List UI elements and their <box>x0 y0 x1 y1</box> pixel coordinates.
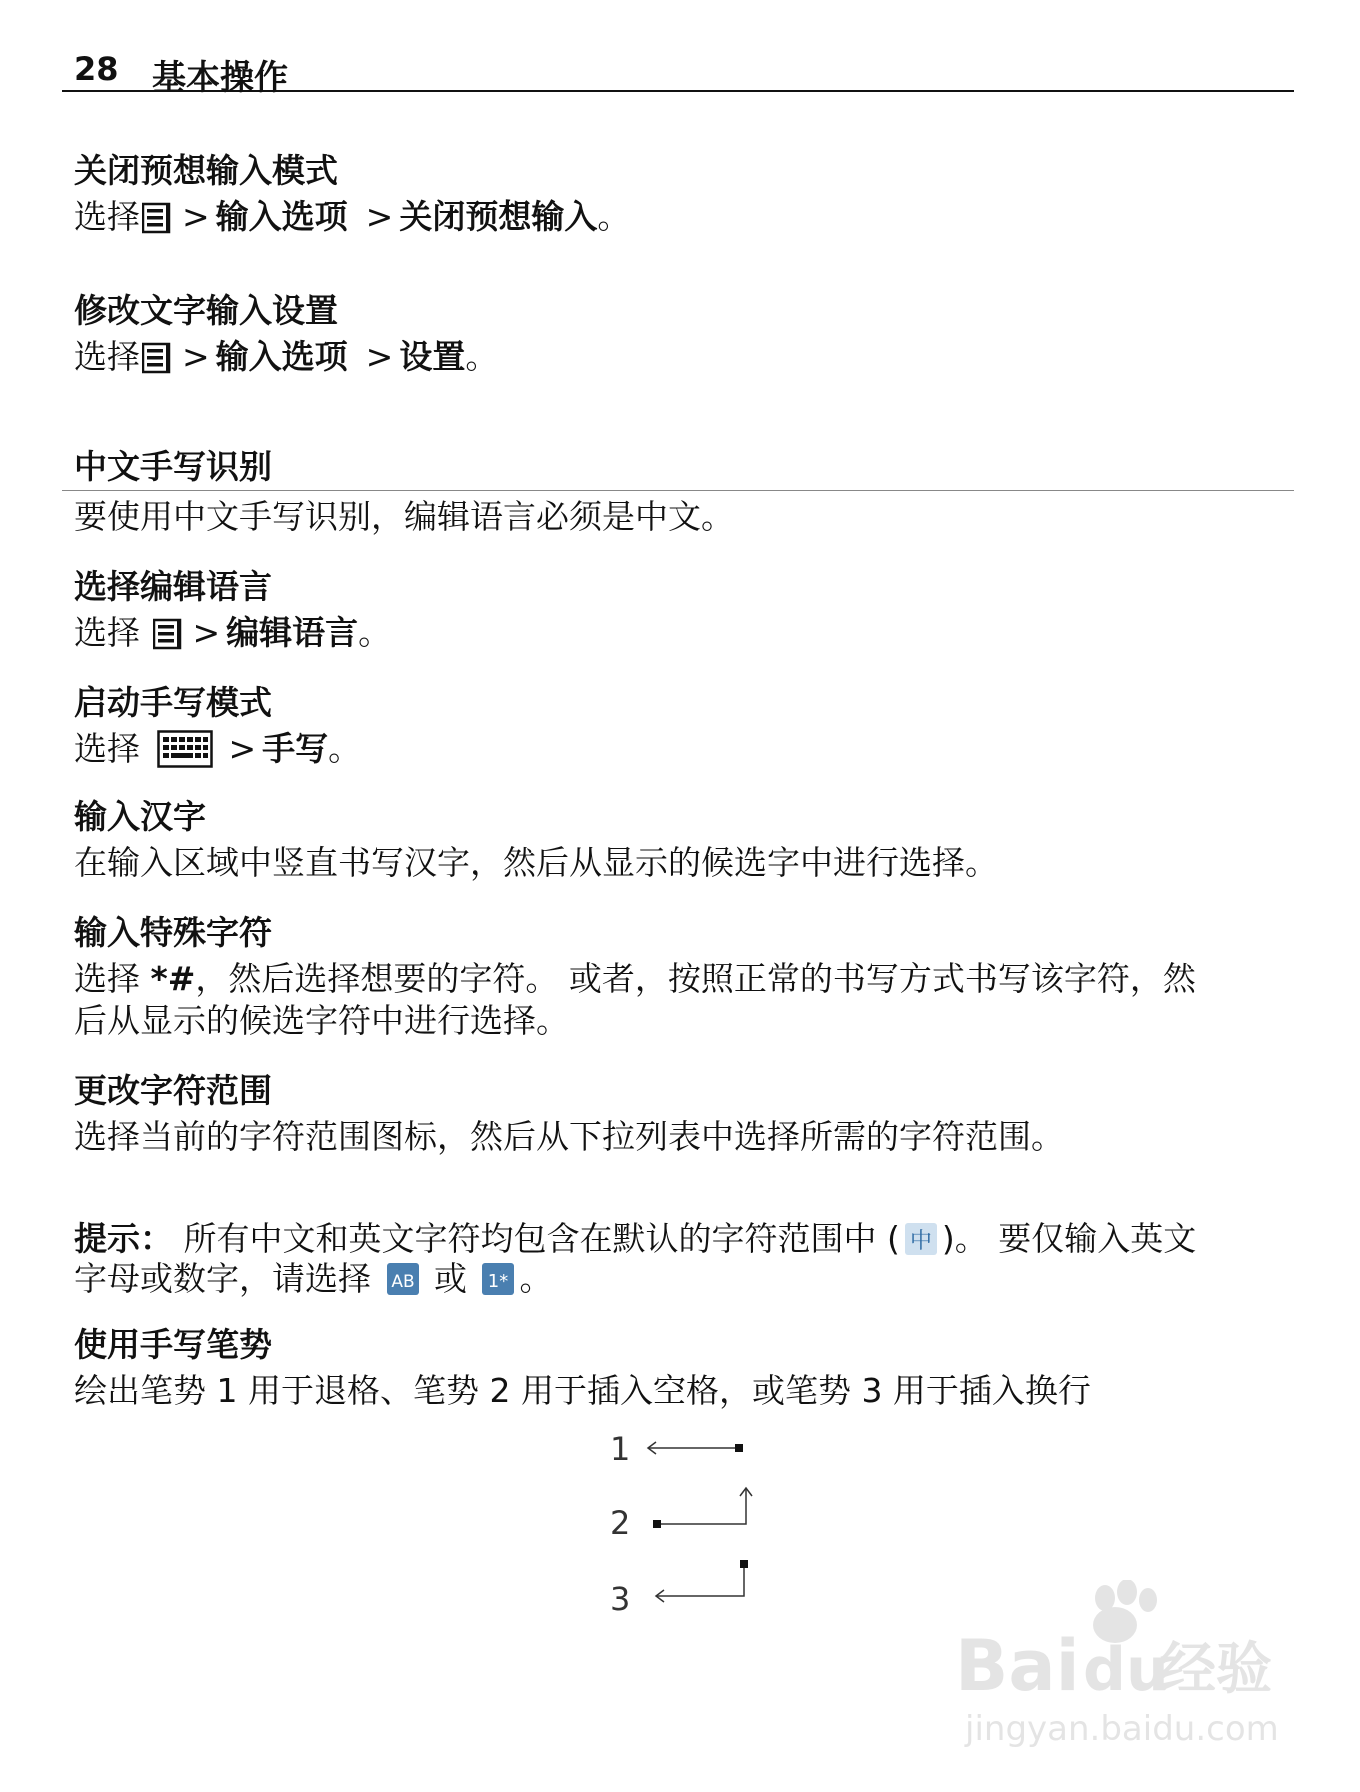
section-title-handwriting: 中文手写识别 <box>74 447 272 486</box>
options-menu-icon <box>142 342 172 374</box>
page-title: 基本操作 <box>152 58 288 98</box>
special-chars-line2: 后从显示的候选字符中进行选择。 <box>74 1001 569 1040</box>
heading-input-chinese: 输入汉字 <box>74 797 206 836</box>
symbol-key: *# <box>150 959 196 998</box>
badge-num-text: 1* <box>488 1271 509 1292</box>
gesture-3-line <box>656 1568 744 1596</box>
special-chars-line1 <box>74 958 1196 1000</box>
gesture-2-start <box>653 1520 661 1528</box>
select-word: 选择 <box>74 613 140 652</box>
heading-start-handwriting: 启动手写模式 <box>74 683 272 722</box>
chinese-range-icon <box>904 1222 938 1256</box>
sentence-end: 。 <box>328 729 362 768</box>
watermark-brand: Bai <box>955 1625 1080 1707</box>
gesture-label-2: 2 <box>610 1504 631 1542</box>
path-disable-predictive: 关闭预想输入 <box>399 197 598 236</box>
section-heading-modify-settings: 修改文字输入设置 <box>74 291 338 330</box>
gesture-diagram <box>600 1420 760 1620</box>
input-chinese-body: 在输入区域中竖直书写汉字，然后从显示的候选字中进行选择。 <box>74 843 998 882</box>
sentence-end: 。 <box>358 613 392 652</box>
path-input-options: 输入选项 <box>215 337 348 376</box>
options-menu-icon <box>142 202 172 234</box>
modify-settings-instruction: 选择 > 输入选项 > 设置。 <box>74 337 499 376</box>
baidu-watermark <box>955 1580 1295 1760</box>
tip-text: 所有中文和英文字符均包含在默认的字符范围中 ( <box>173 1219 900 1258</box>
gesture-1-start <box>735 1444 743 1452</box>
page-number: 28 <box>74 50 119 88</box>
select-word: 选择 <box>74 197 140 236</box>
gesture-label-1: 1 <box>610 1430 631 1468</box>
watermark-url: jingyan.baidu.com <box>965 1709 1279 1749</box>
select-word: 选择 <box>74 337 140 376</box>
path-settings: 设置 <box>399 337 466 376</box>
numeric-range-icon <box>481 1262 515 1296</box>
gesture-label-3: 3 <box>610 1580 631 1618</box>
start-handwriting-instruction: 选择 > 手写。 <box>74 729 362 768</box>
watermark-cn: 经验 <box>1160 1637 1272 1702</box>
gestures-body: 绘出笔势 1 用于退格、笔势 2 用于插入空格，或笔势 3 用于插入换行 <box>74 1371 1091 1410</box>
handwriting-intro: 要使用中文手写识别，编辑语言必须是中文。 <box>74 497 734 536</box>
disable-predictive-instruction: 选择 > 输入选项 > 关闭预想输入。 <box>74 197 631 236</box>
section-divider <box>62 490 1294 491</box>
heading-select-language: 选择编辑语言 <box>74 567 272 606</box>
char-range-body: 选择当前的字符范围图标，然后从下拉列表中选择所需的字符范围。 <box>74 1117 1064 1156</box>
badge-zh-text: 中 <box>909 1229 932 1254</box>
tip-text: 字母或数字，请选择 <box>74 1259 382 1298</box>
tip-text: )。 要仅输入英文 <box>941 1219 1197 1258</box>
path-handwriting: 手写 <box>262 729 329 768</box>
gesture-2-line <box>661 1488 746 1524</box>
special-chars-text: ，然后选择想要的字符。 或者，按照正常的书写方式书写该字符，然 <box>195 959 1196 998</box>
path-edit-language: 编辑语言 <box>226 613 359 652</box>
tip-line1 <box>74 1218 1196 1260</box>
select-word: 选择 <box>74 729 140 768</box>
heading-char-range: 更改字符范围 <box>74 1071 272 1110</box>
select-language-instruction: 选择 > 编辑语言。 <box>74 613 392 652</box>
watermark-brand2: du <box>1083 1635 1169 1705</box>
heading-special-chars: 输入特殊字符 <box>74 913 272 952</box>
page-header <box>62 42 1294 98</box>
sentence-end: 。 <box>519 1259 553 1298</box>
tip-label: 提示： <box>74 1219 173 1258</box>
select-word: 选择 <box>74 959 151 998</box>
latin-range-icon <box>386 1262 420 1296</box>
heading-gestures: 使用手写笔势 <box>74 1325 272 1364</box>
section-heading-disable-predictive: 关闭预想输入模式 <box>74 151 338 190</box>
badge-ab-text: AB <box>390 1272 415 1292</box>
tip-line2 <box>74 1258 552 1300</box>
keyboard-icon <box>157 730 213 768</box>
path-input-options: 输入选项 <box>215 197 348 236</box>
sentence-end: 。 <box>465 337 499 376</box>
gesture-3-start <box>740 1560 748 1568</box>
tip-text: 或 <box>423 1259 478 1298</box>
sentence-end: 。 <box>597 197 631 236</box>
options-menu-icon <box>153 618 183 650</box>
